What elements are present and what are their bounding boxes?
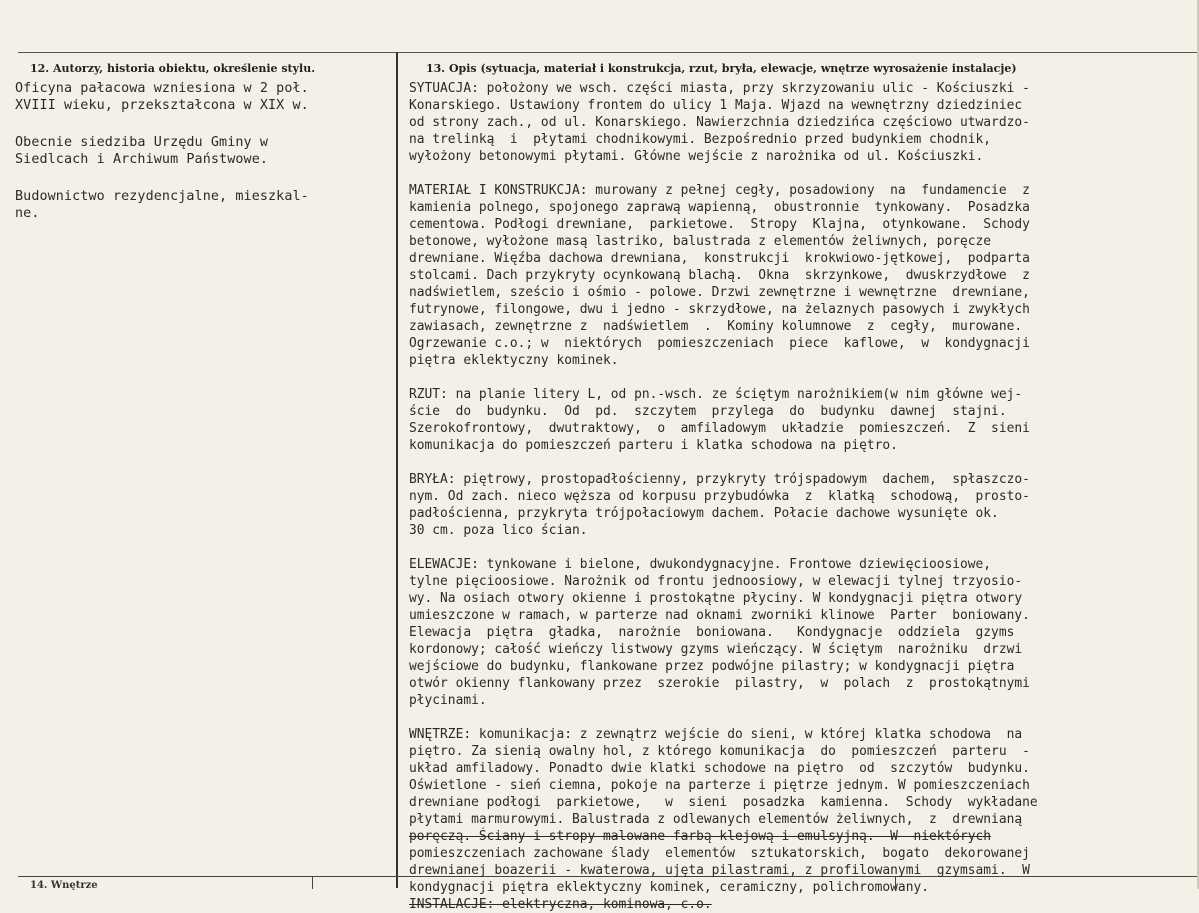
- text-line: WNĘTRZE: komunikacja: z zewnątrz wejście do sieni, w której klatka schodowa na: [409, 727, 1023, 742]
- text-line: płytami marmurowymi. Balustrada z odlewanych elementów żeliwnych, z drewnianą: [409, 812, 1023, 827]
- text-line: Elewacja piętra gładka, narożnie boniowana. Kondygnacje oddziela gzyms: [409, 625, 1015, 640]
- text-line: nadświetlem, sześcio i ośmio - polowe. Drzwi zewnętrzne i wewnętrzne drewniane,: [409, 285, 1030, 300]
- text-line: umieszczone w ramach, w parterze nad oknami zworniki klinowe Parter boniowany.: [409, 608, 1030, 623]
- text-line: płycinami.: [409, 693, 487, 708]
- text-line: betonowe, wyłożone masą lastriko, balustrada z elementów żeliwnych, poręcze: [409, 234, 992, 249]
- text-line: wy. Na osiach otwory okienne i prostokątne płyciny. W kondygnacji piętra otwory: [409, 591, 1023, 606]
- section-elewacje: [409, 556, 1199, 709]
- text-line: wejściowe do budynku, flankowane przez podwójne pilastry; w kondygnacji piętra: [409, 659, 1015, 674]
- text-line: Ogrzewanie c.o.; w niektórych pomieszczeniach piece kaflowe, w kondygnacji: [409, 336, 1030, 351]
- text-line: zawiasach, zewnętrzne z nadświetlem . Kominy kolumnowe z cegły, murowane.: [409, 319, 1023, 334]
- section-13-header: 13. Opis (sytuacja, materiał i konstrukcja, rzut, bryła, elewacje, wnętrze wyrosażenie instalacje): [426, 62, 1017, 75]
- text-line: 30 cm. poza lico ścian.: [409, 523, 588, 538]
- text-line: MATERIAŁ I KONSTRUKCJA: murowany z pełnej cegły, posadowiony na fundamencie z: [409, 183, 1030, 198]
- top-rule: [18, 52, 1199, 53]
- text-line: BRYŁA: piętrowy, prostopadłościenny, przykryty trójspadowym dachem, spłaszczo-: [409, 472, 1030, 487]
- section-wnetrze: [409, 726, 1199, 913]
- text-line: kordonowy; całość wieńczy listwowy gzyms wieńczący. W ściętym narożniku drzwi: [409, 642, 1023, 657]
- text-line: drewnianej boazerii - kwaterowa, ujęta pilastrami, z profilowanymi gzymsami. W: [409, 863, 1030, 878]
- text-line: wyłożony betonowymi płytami. Główne wejście z narożnika od ul. Kościuszki.: [409, 149, 984, 164]
- column-divider: [396, 52, 398, 888]
- text-line: drewniane podłogi parkietowe, w sieni posadzka kamienna. Schody wykładane: [409, 795, 1038, 810]
- text-line: układ amfiladowy. Ponadto dwie klatki schodowe na piętro od szczytów budynku.: [409, 761, 1030, 776]
- text-line: stolcami. Dach przykryty ocynkowaną blachą. Okna skrzynkowe, dwuskrzydłowe z: [409, 268, 1030, 283]
- text-line: Oświetlone - sień ciemna, pokoje na parterze i piętrze jednym. W pomieszczeniach: [409, 778, 1030, 793]
- text-line-struck: poręczą. Ściany i stropy malowane farbą klejową i emulsyjną. W niektórych: [409, 829, 992, 844]
- text-line: ELEWACJE: tynkowane i bielone, dwukondygnacyjne. Frontowe dziewięcioosiowe,: [409, 557, 992, 572]
- text-line: Konarskiego. Ustawiony frontem do ulicy 1 Maja. Wjazd na wewnętrzny dziedziniec: [409, 98, 1023, 113]
- text-line: otwór okienny flankowany przez szerokie pilastry, w polach z prostokątnymi: [409, 676, 1030, 691]
- text-line: piętra eklektyczny kominek.: [409, 353, 619, 368]
- text-line: cementowa. Podłogi drewniane, parkietowe. Stropy Klajna, otynkowane. Schody: [409, 217, 1030, 232]
- section-rzut: [409, 386, 1199, 454]
- description-column: [409, 80, 1199, 912]
- text-line: od strony zach., od ul. Konarskiego. Nawierzchnia dziedzińca częściowo utwardzo-: [409, 115, 1030, 130]
- text-line: piętro. Za sienią owalny hol, z którego komunikacja do pomieszczeń parteru -: [409, 744, 1030, 759]
- section-sytuacja: [409, 80, 1199, 165]
- text-line: SYTUACJA: położony we wsch. części miasta, przy skrzyzowaniu ulic - Kościuszki -: [409, 81, 1030, 96]
- section-14-label: 14. Wnętrze: [30, 880, 98, 891]
- section-bryla: [409, 471, 1199, 539]
- section-12-header: 12. Autorzy, historia obiektu, określenie stylu.: [30, 62, 316, 75]
- history-paragraph: Budownictwo rezydencjalne, mieszkal- ne.: [15, 189, 309, 221]
- text-line: futrynowe, filongowe, dwu i jedno - skrzydłowe, na żelaznych pasowych i zwykłych: [409, 302, 1030, 317]
- text-line: ście do budynku. Od pd. szczytem przylega do budynku dawnej stajni.: [409, 404, 1007, 419]
- text-line: kondygnacji piętra eklektyczny kominek, ceramiczny, polichromowany.: [409, 880, 929, 895]
- text-line: nym. Od zach. nieco węższa od korpusu przybudówka z klatką schodową, prosto-: [409, 489, 1030, 504]
- text-line: na trelinką i płytami chodnikowymi. Bezpośrednio przed budynkiem chodnik,: [409, 132, 992, 147]
- text-line-struck: INSTALACJE: elektryczna, kominowa, c.o.: [409, 897, 712, 912]
- text-line: drewniane. Więźba dachowa drewniana, konstrukcji krokwiowo-jętkowej, podparta: [409, 251, 1030, 266]
- section-material: [409, 182, 1199, 369]
- text-line: pomieszczeniach zachowane ślady elementów sztukatorskich, bogato dekorowanej: [409, 846, 1030, 861]
- text-line: Szerokofrontowy, dwutraktowy, o amfiladowym układzie pomieszczeń. Z sieni: [409, 421, 1030, 436]
- text-line: RZUT: na planie litery L, od pn.-wsch. ze ściętym narożnikiem(w nim główne wej-: [409, 387, 1023, 402]
- bottom-cell-divider: [312, 876, 313, 889]
- history-column: [15, 80, 393, 242]
- text-line: padłościenna, przykryta trójpołaciowym dachem. Połacie dachowe wysunięte ok.: [409, 506, 999, 521]
- text-line: komunikacja do pomieszczeń parteru i klatka schodowa na piętro.: [409, 438, 898, 453]
- text-line: kamienia polnego, spojonego zaprawą wapienną, obustronnie tynkowany. Posadzka: [409, 200, 1030, 215]
- history-paragraph: Obecnie siedziba Urzędu Gminy w Siedlcach i Archiwum Państwowe.: [15, 135, 269, 167]
- text-line: tylne pięcioosiowe. Narożnik od frontu jednoosiowy, w elewacji tylnej trzyosio-: [409, 574, 1023, 589]
- history-paragraph: Oficyna pałacowa wzniesiona w 2 poł. XVIII wieku, przekształcona w XIX w.: [15, 81, 309, 113]
